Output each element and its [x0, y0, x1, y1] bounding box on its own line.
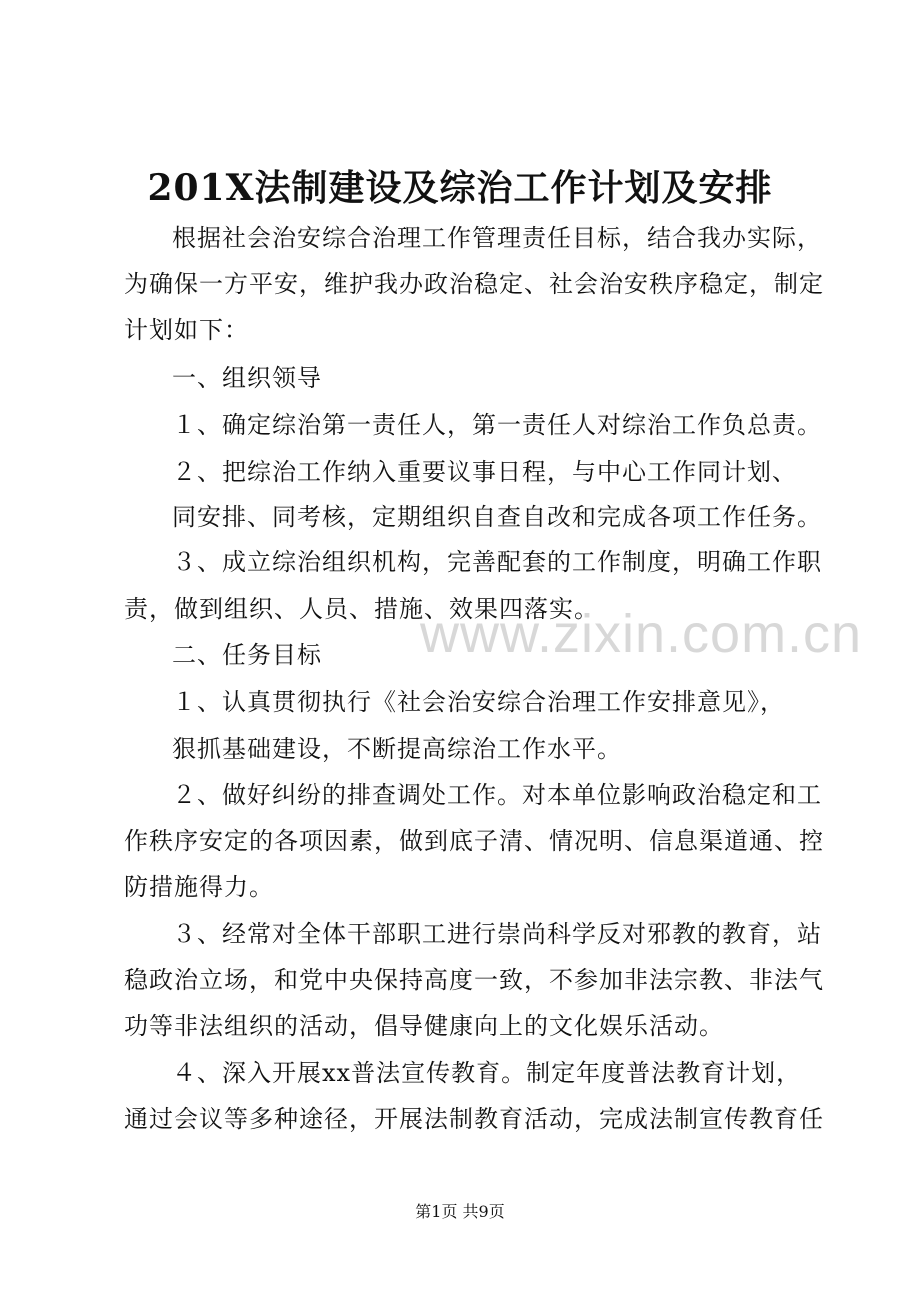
body-line: 功等非法组织的活动，倡导健康向上的文化娱乐活动。 — [124, 1012, 724, 1040]
body-line: ３、经常对全体干部职工进行崇尚科学反对邪教的教育，站 — [172, 920, 822, 948]
body-line: 同安排、同考核，定期组织自查自改和完成各项工作任务。 — [172, 503, 822, 531]
body-line: 为确保一方平安，维护我办政治稳定、社会治安秩序稳定，制定 — [124, 270, 824, 298]
body-line: 计划如下： — [124, 316, 249, 344]
body-line: 根据社会治安综合治理工作管理责任目标，结合我办实际， — [172, 224, 822, 252]
page-footer: 第1页 共9页 — [415, 1202, 505, 1221]
body-line: ３、成立综治组织机构，完善配套的工作制度，明确工作职 — [172, 548, 822, 576]
body-line: １、认真贯彻执行《社会治安综合治理工作安排意见》， — [172, 688, 785, 716]
section-heading: 一、组织领导 — [172, 364, 322, 392]
document-title: 201X法制建设及综治工作计划及安排 — [147, 167, 773, 209]
body-line: 通过会议等多种途径，开展法制教育活动，完成法制宣传教育任 — [124, 1105, 824, 1133]
body-line: ４、深入开展xx普法宣传教育。制定年度普法教育计划， — [172, 1059, 802, 1087]
body-line: 作秩序安定的各项因素，做到底子清、情况明、信息渠道通、控 — [124, 827, 824, 855]
body-line: 责，做到组织、人员、措施、效果四落实。 — [124, 595, 599, 623]
watermark: www.zixin.com.cn — [420, 604, 863, 664]
body-line: 防措施得力。 — [124, 873, 274, 901]
body-line: 狠抓基础建设，不断提高综治工作水平。 — [172, 735, 622, 763]
body-line: ２、做好纠纷的排查调处工作。对本单位影响政治稳定和工 — [172, 781, 822, 809]
section-heading: 二、任务目标 — [172, 641, 322, 669]
body-line: 稳政治立场，和党中央保持高度一致，不参加非法宗教、非法气 — [124, 966, 824, 994]
body-line: １、确定综治第一责任人，第一责任人对综治工作负总责。 — [172, 411, 822, 439]
body-line: ２、把综治工作纳入重要议事日程，与中心工作同计划、 — [172, 458, 797, 486]
